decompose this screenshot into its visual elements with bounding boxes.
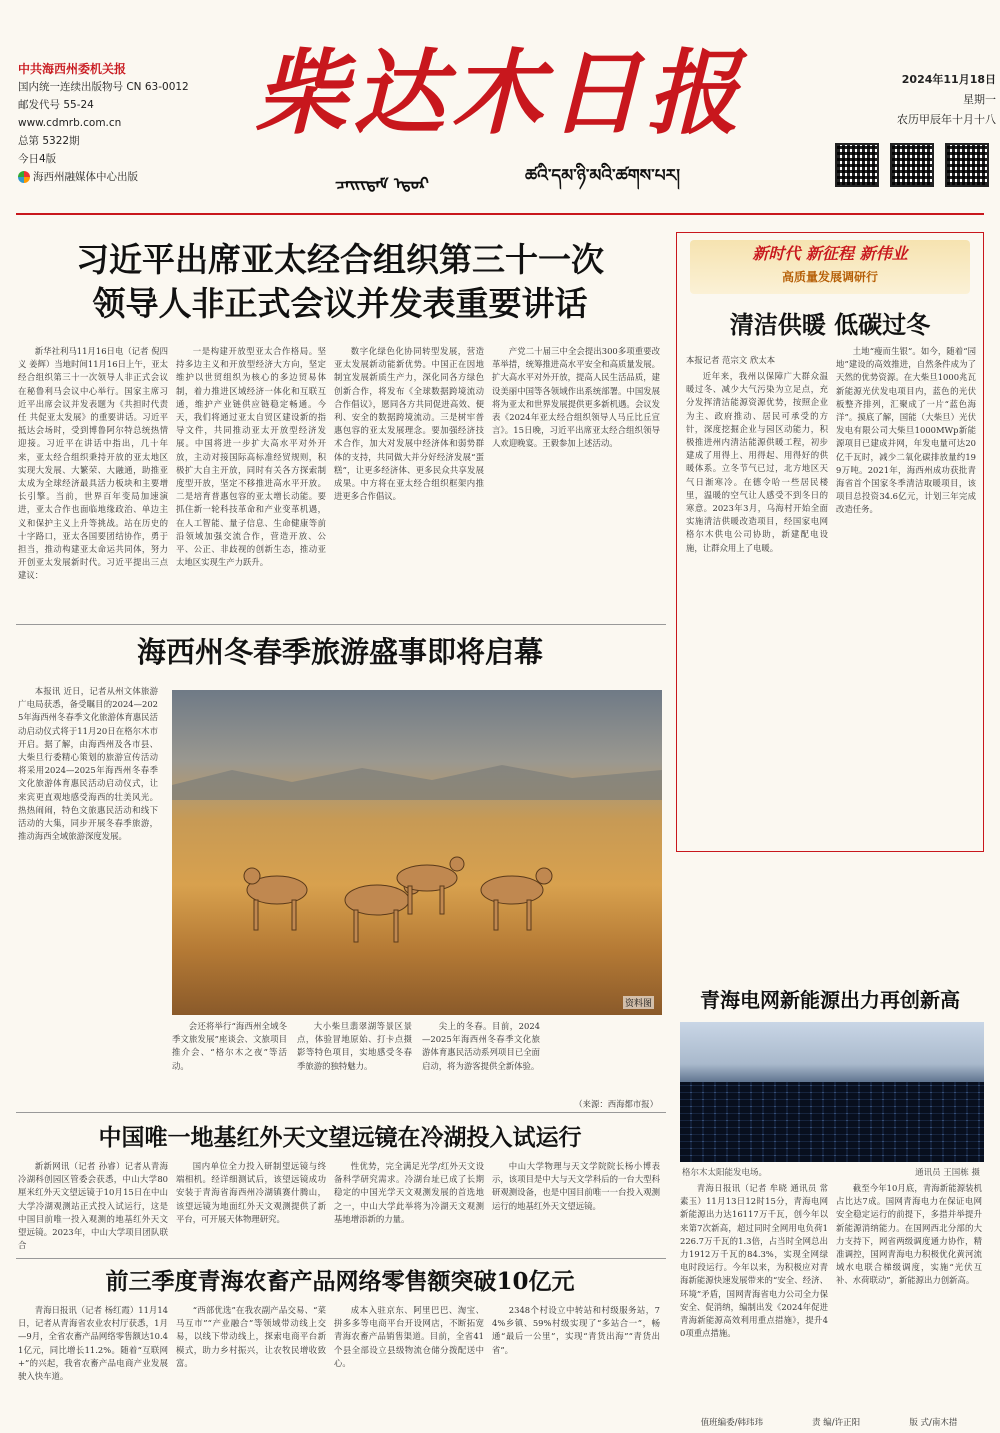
agri-col-2	[176, 1304, 326, 1414]
feature-col-1	[686, 370, 828, 840]
tourism-headline[interactable]: 海西州冬春季旅游盛事即将启幕	[136, 635, 543, 669]
feature-text-1: 近年来，我州以保障广大群众温暖过冬、减少大气污染为立足点，充分发挥清洁能源资源优势，按照企业为主、政府推动、居民可承受的方针，深度挖掘企业与园区动能力，积极推进州内清洁能源供暖工程，初步建成了用得上、用得起、用得好的供暖体系。立冬节气已过，北方地区天气日渐寒冷。在德令哈一些居民楼里，温暖的空气让人感受不到冬日的寒意。2023年3月，乌海村开始全面实施清洁供暖改造项目，经国家电网格尔木供电公司协助，新建配电设施，让群众用上了电暖。	[686, 371, 828, 553]
kicker-subtext: 高质量发展调研行	[781, 270, 878, 284]
publisher-line	[18, 168, 218, 186]
lunar-date: 农历甲辰年十月十八	[897, 113, 996, 126]
lead-col-1	[18, 345, 168, 615]
cn-number: 国内统一连续出版物号 CN 63-0012	[18, 81, 189, 93]
grid-headline[interactable]: 青海电网新能源出力再创新高	[700, 988, 960, 1012]
tibetan-title: ཚའི་དམ་ཉི་མའི་ཚགས་པར།	[525, 166, 680, 186]
issue-date: 2024年11月18日	[901, 73, 996, 86]
grid-text-1: 青海日报讯（记者 牟晓 通讯员 常素玉）11月13日12时15分，青海电网新能源出力达16117万千瓦，创今年以来第7次新高，超过同时全网用电负荷1226.7万千瓦的1.3倍，占当时全网总出力1912万千瓦的84.3%，实现全网绿电时段运行。今年以来，为积极应对青海新能源快速发展带来的“安全、经济、环境”矛盾，国网青海省电力公司全力保安全、促消纳，编制出发《2024年促进青海新能源高效利用重点措施》，提升40项重点措施。	[680, 1183, 828, 1339]
publisher-unit: 中共海西州委机关报	[18, 62, 127, 76]
publisher-name: 海西州融媒体中心出版	[33, 171, 138, 183]
mongolian-title: ᠴᠠᠢᠢᠳᠠᠮ ᠡᠳᠦᠷ	[335, 174, 429, 193]
website[interactable]: www.cdmrb.com.cn	[18, 117, 122, 129]
antelope-illustration	[172, 690, 662, 1015]
telescope-col-3	[334, 1160, 484, 1252]
pages-today: 今日4版	[18, 153, 57, 165]
tourism-col-3	[297, 1020, 412, 1095]
issue-total: 总第 5322期	[18, 135, 80, 147]
tourism-photo	[172, 690, 662, 1015]
lead-text-1: 新华社利马11月16日电（记者 倪四义 姜辉）当地时间11月16日上午，亚太经合组织第三十一次领导人非正式会议在秘鲁利马会议中心举行。国家主席习近平出席会议并发表题为《共担时代责任 共促亚太发展》的重要讲话。习近平抵达会场时，受到博鲁阿尔特总统热情迎接。习近平在讲话中指出，几十年来，亚太经合组织秉持开放的亚太地区实现大发展、大繁荣、大融通，助推亚太成为全球经济最具活力板块和主要增长引擎。当前，世界百年变局加速演进，亚太合作也面临地缘政治、单边主义和保护主义上升等挑战。站在历史的十字路口，亚太各国要团结协作，勇于担当，推动构建亚太命运共同体，努力开创亚太发展新时代。习近平提出三点建议：	[18, 346, 168, 581]
lead-text-4: 产党二十届三中全会提出300多项重要改革举措，统筹推进高水平安全和高质量发展。扩大高水平对外开放，提高人民生活品质，建设美丽中国等各领域作出系统部署。中国发展将为亚太和世界发展提供更多新机遇。会议发表《2024年亚太经合组织领导人马丘比丘宣言》。15日晚，习近平出席亚太经合组织领导人欢迎晚宴。王毅参加上述活动。	[492, 346, 660, 449]
lead-text-2: 一是构建开放型亚太合作格局。坚持多边主义和开放型经济大方向，坚定维护以世贸组织为核心的多边贸易体制，着力推进区域经济一体化和互联互通，维护产业链供应链稳定畅通。今天，我们将通过亚太自贸区建设新的指导文件，共同推动亚太开放型经济发展。中国将进一步扩大高水平对外开放，主动对接国际高标准经贸规则，积极扩大自主开放，同时有关各方探索制度型开放，坚定不移推进高水平开放。二是培育普惠包容的亚太增长动能。要抓住新一轮科技革命和产业变革机遇，在人工智能、量子信息、生命健康等前沿领域加强交流合作，营造开放、公平、公正、非歧视的创新生态，推动亚太地区实现生产力跃升。	[176, 346, 326, 568]
tourism-text-4: 尖上的冬春。目前，2024—2025年海西州冬春季文化旅游体育惠民活动系列项目已全面启动，将为游客提供全新体验。	[422, 1021, 540, 1071]
footer-duty-editor: 责 编/许正阳	[812, 1418, 861, 1428]
qr-code-icon-3[interactable]	[945, 143, 989, 187]
feature-col-2	[836, 345, 976, 840]
tourism-source: （来源：西海都市报）	[574, 1099, 658, 1109]
section-divider-3	[16, 1258, 666, 1259]
lead-col-4	[492, 345, 660, 615]
tourism-col-4	[422, 1020, 540, 1095]
section-divider	[16, 624, 666, 625]
lead-title-line2: 领导人非正式会议并发表重要讲话	[92, 284, 588, 323]
telescope-col-4	[492, 1160, 660, 1252]
agri-text-3: 成本入驻京东、阿里巴巴、淘宝、拼多多等电商平台开设网店，不断拓宽青海农畜产品销售渠道。目前，全省41个县全部设立县级物流仓储分拨配送中心。	[334, 1305, 484, 1368]
masthead-scripts	[335, 160, 680, 200]
photo-label: 资料图	[623, 996, 654, 1009]
agri-text-4: 2348个村设立中转站和村级服务站，74%乡镇、59%村级实现了“多站合一”，畅通“最后一公里”，实现“青货出海”“青货出省”。	[492, 1305, 660, 1355]
agri-headline[interactable]: 前三季度青海农畜产品网络零售额突破10亿元	[105, 1268, 575, 1295]
grid-col-2	[836, 1182, 982, 1412]
tourism-col-1	[18, 685, 158, 1095]
qr-code-icon[interactable]	[835, 143, 879, 187]
header-info	[18, 60, 218, 186]
tourism-text-1: 本报讯 近日，记者从州文体旅游广电局获悉，备受瞩目的2024—2025年海西州冬春季文化旅游体育惠民活动启动仪式将于11月20日在格尔木市开启。据了解，由海西州及各市县、大柴旦行委精心策划的旅游宣传活动将采用2024—2025年海西州冬春季文化旅游体育惠民活动启动仪式，让来宾更直观地感受海西的壮美风光。热热闹闹，特色文旅惠民活动和线下活动的大集，同步开展冬春季旅游，推动海西全域旅游深度发展。	[18, 686, 158, 842]
feature-title[interactable]: 清洁供暖 低碳过冬	[729, 310, 931, 339]
telescope-col-2	[176, 1160, 326, 1252]
telescope-text-3: 性优势，完全满足光学/红外天文设备科学研究需求。冷湖台址已成了长期稳定的中国光学天文观测发展的首选地之一，中山大学此举将为冷湖天文观测基地增添新的力量。	[334, 1161, 484, 1224]
qr-code-icon-2[interactable]	[890, 143, 934, 187]
telescope-text-4: 中山大学物理与天文学院院长杨小博表示，该项目是中大与天文学科后的一台大型科研观测设备，也是中国目前唯一一台投入观测运行的地基红外天文望远镜。	[492, 1161, 660, 1211]
lead-title-line1: 习近平出席亚太经合组织第三十一次	[76, 240, 604, 279]
masthead-logo: 柴达木日报	[255, 39, 746, 147]
feature-kicker	[690, 240, 970, 294]
solar-panels	[680, 1082, 984, 1162]
lead-text-3: 数字化绿色化协同转型发展，营造亚太发展新动能新优势。中国正在因地制宜发展新质生产力，深化同各方绿色创新合作，将发布《全球数据跨境流动合作倡议》，愿同各方共同促进高效、便利、安全的数据跨境流动。三是树牢普惠包容的亚太发展理念。要加强经济技术合作，加大对发展中经济体和弱势群体的支持，共同做大并分好经济发展“蛋糕”，让更多经济体、更多民众共享发展成果。中方将在亚太经合组织框架内推进更多合作倡议。	[334, 346, 484, 502]
kicker-text: 新时代 新征程 新伟业	[752, 244, 908, 263]
feature-text-2: 土地“瘦而生银”。如今，随着“园地”建设的高效推进，自然条件成为了天然的优势资源。在大柴旦1000兆瓦新能源光伏发电项目内，蓝色的光伏板整齐排列，汇聚成了一片“蓝色海洋”。摸底了解，国能（大柴旦）光伏发电有限公司大柴旦1000MWp新能源项目已建成并网，年发电量可达20亿千瓦时，减少二氧化碳排放量约199万吨。2021年，海西州成功获批青海省首个国家冬季清洁取暖项目，该项目总投资34.6亿元，计划三年完成改造任务。	[836, 346, 976, 515]
agri-text-1: 青海日报讯（记者 杨红霞）11月14日，记者从青海省农业农村厅获悉，1月—9月，全省农畜产品网络零售额达10.41亿元，同比增长11.2%。随着“互联网+”的兴起，我省农畜产品电商产业发展驶入快车道。	[18, 1305, 168, 1382]
lead-col-3	[334, 345, 484, 615]
section-divider-2	[16, 1112, 666, 1113]
agri-text-2: “西部优选”在我农副产品交易、“菜马互市”“产业融合”等领域带动线上交易，以线下带动线上，探索电商平台新模式，助力乡村振兴，让农牧民增收致富。	[176, 1305, 326, 1368]
agri-col-3	[334, 1304, 484, 1414]
tourism-text-3: 大小柴旦翡翠湖等景区景点，体验冒地原始、打卡点摄影等特色项目，实地感受冬春季旅游的独特魅力。	[297, 1021, 412, 1071]
agri-col-1	[18, 1304, 168, 1414]
media-logo-icon	[18, 171, 30, 183]
footer-designer: 版 式/南木措	[909, 1418, 958, 1428]
solar-farm-photo	[680, 1022, 984, 1162]
weekday: 星期一	[963, 93, 996, 106]
telescope-text-2: 国内单位全力投入研制望远镜与终端相机。经详细测试后，该望远镜成功安装于青海省海西州冷湖镇赛什腾山，该望远镜为地面红外天文观测提供了新平台，可开展天体物理研究。	[176, 1161, 326, 1224]
grid-credit: 通讯员 王国栋 摄	[915, 1168, 980, 1178]
tourism-text-2: 会还将举行“海西州全域冬季文旅发展”座谈会、文旅项目推介会、“格尔木之夜”等活动。	[172, 1021, 287, 1071]
date-block	[856, 70, 996, 130]
telescope-headline[interactable]: 中国唯一地基红外天文望远镜在冷湖投入试运行	[98, 1124, 582, 1151]
lead-col-2	[176, 345, 326, 615]
grid-text-2: 截至今年10月底，青海新能源装机占比达7成。国网青海电力在保证电网安全稳定运行的前提下，多措并举提升新能源消纳能力。在国网西北分部的大力支持下，网省两级调度通力协作，精准调控，国网青海电力积极优化黄河流域水电联合梯级调度，实施“光伏互补、水荷联动”，新能源出力创新高。	[836, 1183, 982, 1286]
header-rule	[16, 213, 984, 215]
footer-credits	[676, 1416, 982, 1428]
agri-col-4	[492, 1304, 660, 1414]
tourism-col-2	[172, 1020, 287, 1095]
telescope-col-1	[18, 1160, 168, 1252]
footer-editor: 值班编委/韩玮玮	[700, 1418, 763, 1428]
grid-col-1	[680, 1182, 828, 1412]
grid-caption: 格尔木太阳能发电场。	[682, 1168, 768, 1178]
post-code: 邮发代号 55-24	[18, 99, 94, 111]
lead-headline[interactable]	[20, 238, 660, 326]
telescope-text-1: 新新网讯（记者 孙睿）记者从青海冷湖科创园区管委会获悉，中山大学80厘米红外天文望远镜于10月15日在中山大学冷湖观测站正式投入试运行，这是中国目前唯一投入观测的地基红外天文望远镜。2023年，中山大学项目团队联合	[18, 1161, 168, 1251]
feature-byline: 本报记者 范宗文 欣太本	[686, 355, 776, 365]
